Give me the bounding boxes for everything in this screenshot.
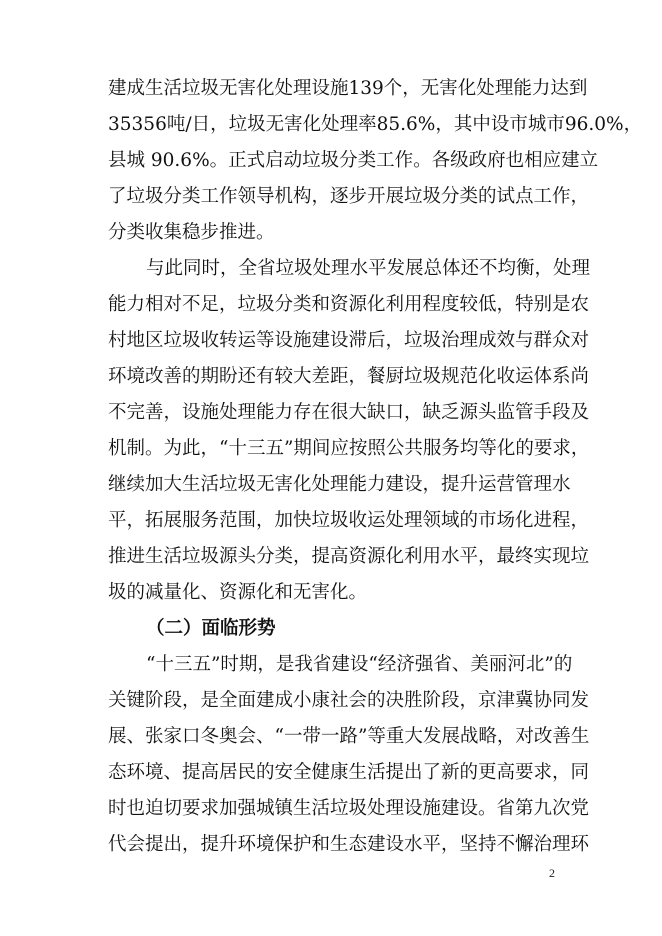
paragraph-3-line-5: 时也迫切要求加强城镇生活垃圾处理设施建设。省第九次党 xyxy=(108,798,590,819)
paragraph-2-line-4: 环境改善的期盼还有较大差距，餐厨垃圾规范化收运体系尚 xyxy=(108,366,590,387)
paragraph-2-line-5: 不完善，设施处理能力存在很大缺口，缺乏源头监管手段及 xyxy=(108,402,590,423)
paragraph-2-line-8: 平，拓展服务范围，加快垃圾收运处理领域的市场化进程， xyxy=(108,510,590,531)
paragraph-1-line-4: 了垃圾分类工作领导机构，逐步开展垃圾分类的试点工作， xyxy=(108,186,590,207)
paragraph-2-line-1: 与此同时，全省垃圾处理水平发展总体还不均衡，处理 xyxy=(146,258,591,279)
paragraph-1-line-1: 建成生活垃圾无害化处理设施139个，无害化处理能力达到 xyxy=(108,78,588,99)
paragraph-3-line-1: “十三五”时期，是我省建设“经济强省、美丽河北”的 xyxy=(146,654,573,675)
paragraph-2-line-7: 继续加大生活垃圾无害化处理能力建设，提升运营管理水 xyxy=(108,474,571,495)
page-number: 2 xyxy=(549,866,555,880)
paragraph-1-line-2: 35356吨/日，垃圾无害化处理率85.6%，其中设市城市96.0%， xyxy=(108,114,643,135)
paragraph-2-line-6: 机制。为此，“十三五”期间应按照公共服务均等化的要求， xyxy=(108,438,590,459)
paragraph-3-line-6: 代会提出，提升环境保护和生态建设水平，坚持不懈治理环 xyxy=(108,834,590,855)
paragraph-3-line-2: 关键阶段，是全面建成小康社会的决胜阶段，京津冀协同发 xyxy=(108,690,590,711)
paragraph-2-line-9: 推进生活垃圾源头分类，提高资源化利用水平，最终实现垃 xyxy=(108,546,590,567)
paragraph-1-line-3: 县城 90.6%。正式启动垃圾分类工作。各级政府也相应建立 xyxy=(108,150,599,171)
paragraph-2-line-3: 村地区垃圾收转运等设施建设滞后，垃圾治理成效与群众对 xyxy=(108,330,590,351)
section-heading: （二）面临形势 xyxy=(146,618,276,639)
paragraph-3-line-4: 态环境、提高居民的安全健康生活提出了新的更高要求，同 xyxy=(108,762,590,783)
paragraph-1-line-5: 分类收集稳步推进。 xyxy=(108,222,275,243)
paragraph-2-line-10: 圾的减量化、资源化和无害化。 xyxy=(108,582,368,603)
paragraph-3-line-3: 展、张家口冬奥会、“一带一路”等重大发展战略，对改善生 xyxy=(108,726,590,747)
paragraph-2-line-2: 能力相对不足，垃圾分类和资源化利用程度较低，特别是农 xyxy=(108,294,590,315)
